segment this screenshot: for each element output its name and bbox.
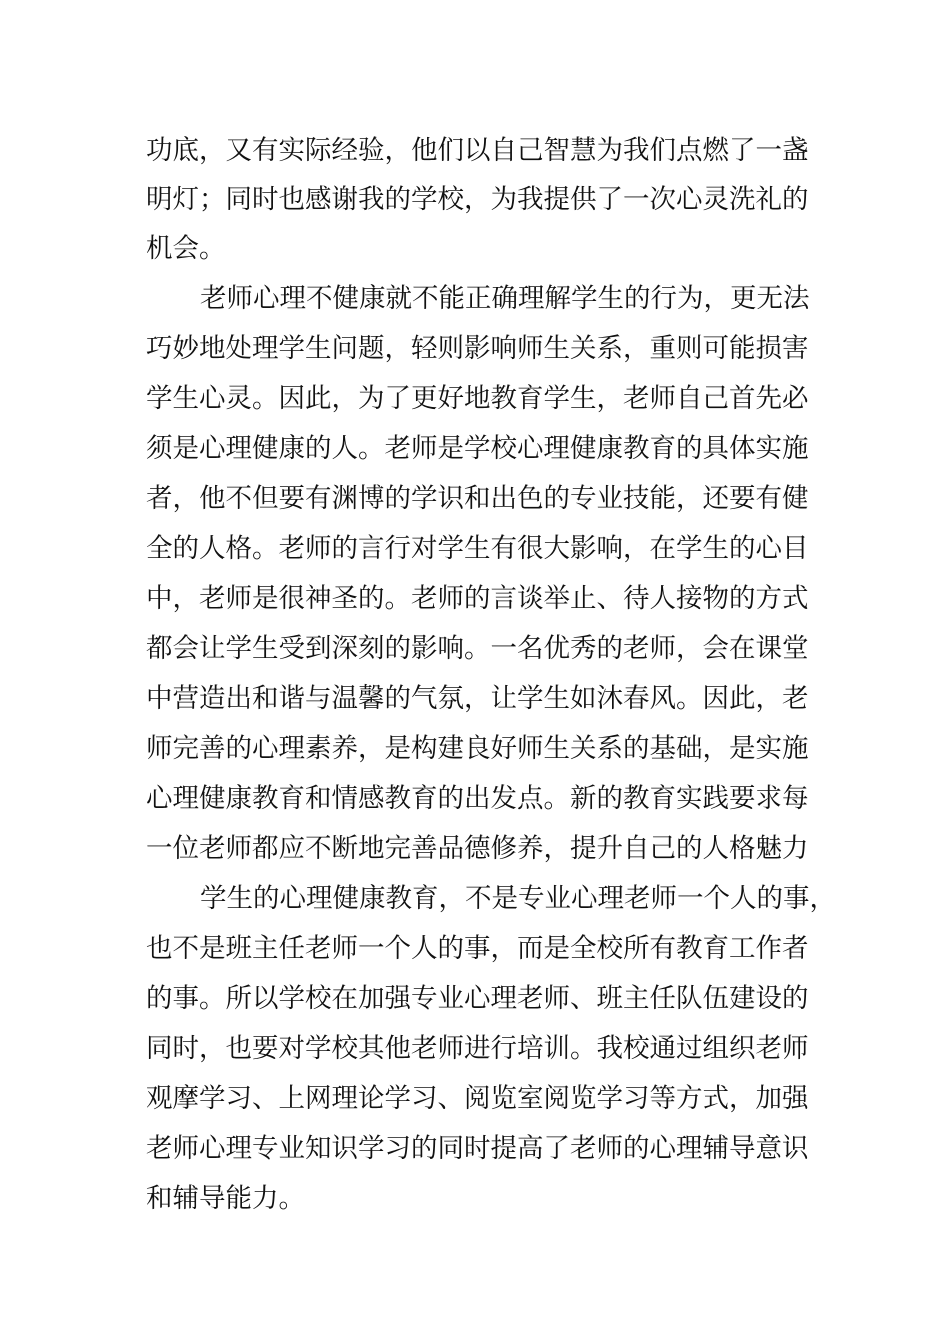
text-line: 巧妙地处理学生问题，轻则影响师生关系，重则可能损害	[146, 333, 809, 364]
paragraph-start-line: 学生的心理健康教育，不是专业心理老师一个人的事，	[200, 883, 836, 914]
text-line: 中，老师是很神圣的。老师的言谈举止、待人接物的方式	[146, 583, 809, 614]
text-line: 和辅导能力。	[146, 1183, 305, 1214]
text-line: 都会让学生受到深刻的影响。一名优秀的老师，会在课堂	[146, 633, 809, 664]
text-line: 明灯；同时也感谢我的学校，为我提供了一次心灵洗礼的	[146, 184, 809, 215]
text-line: 须是心理健康的人。老师是学校心理健康教育的具体实施	[146, 433, 809, 464]
text-line: 全的人格。老师的言行对学生有很大影响，在学生的心目	[146, 533, 809, 564]
text-line: 机会。	[146, 233, 226, 264]
text-line: 一位老师都应不断地完善品德修养，提升自己的人格魅力	[146, 833, 809, 864]
text-line: 中营造出和谐与温馨的气氛，让学生如沐春风。因此，老	[146, 683, 809, 714]
text-line: 老师心理专业知识学习的同时提高了老师的心理辅导意识	[146, 1133, 809, 1164]
text-line: 的事。所以学校在加强专业心理老师、班主任队伍建设的	[146, 983, 809, 1014]
text-line: 同时，也要对学校其他老师进行培训。我校通过组织老师	[146, 1033, 809, 1064]
text-line: 者，他不但要有渊博的学识和出色的专业技能，还要有健	[146, 483, 809, 514]
text-line: 也不是班主任老师一个人的事，而是全校所有教育工作者	[146, 933, 809, 964]
text-line: 师完善的心理素养，是构建良好师生关系的基础，是实施	[146, 733, 809, 764]
paragraph-start-line: 老师心理不健康就不能正确理解学生的行为，更无法	[200, 283, 810, 314]
text-line: 心理健康教育和情感教育的出发点。新的教育实践要求每	[146, 783, 809, 814]
text-line: 学生心灵。因此，为了更好地教育学生，老师自己首先必	[146, 383, 809, 414]
text-line: 功底，又有实际经验，他们以自己智慧为我们点燃了一盏	[146, 135, 809, 166]
text-line: 观摩学习、上网理论学习、阅览室阅览学习等方式，加强	[146, 1083, 809, 1114]
